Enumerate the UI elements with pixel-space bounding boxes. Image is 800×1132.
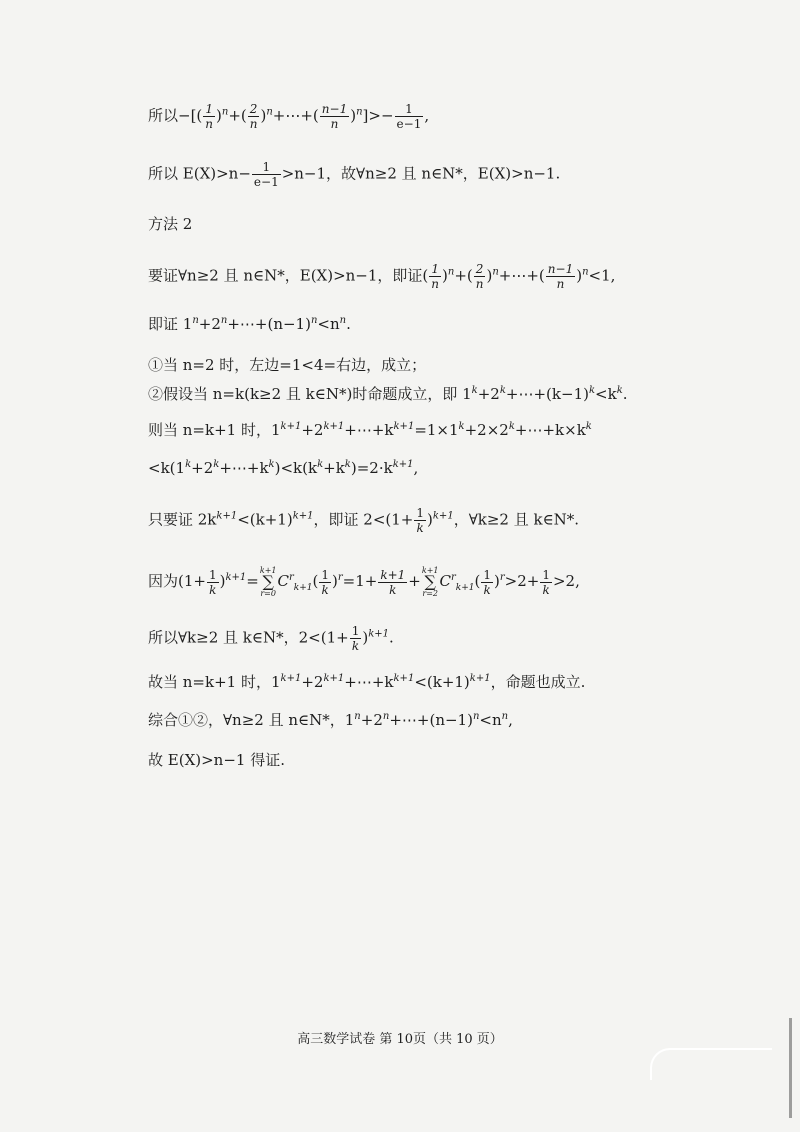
fraction: [252, 160, 281, 189]
sum-upper: k+1: [421, 566, 439, 575]
fraction-numerator: n−1: [547, 262, 574, 276]
fraction: [319, 568, 331, 597]
fraction: [429, 262, 441, 291]
text-run: .: [622, 385, 628, 403]
method-heading: 方法 2: [148, 215, 193, 233]
text-run: ): [216, 106, 222, 125]
fraction-numerator: 1: [203, 102, 215, 117]
proof-line-9: [148, 458, 418, 478]
text-run: +2×2: [464, 421, 509, 439]
subscript: k+1: [455, 583, 475, 593]
text-run: >2,: [552, 572, 580, 590]
fraction-numerator: 1: [542, 567, 550, 582]
text-run: <(k+1): [237, 510, 293, 529]
text-run: ,: [413, 459, 419, 477]
fraction: [395, 102, 424, 131]
proof-line-13: [148, 672, 585, 692]
text-run: <k: [595, 385, 617, 403]
exponent: n: [192, 315, 199, 326]
text-run: ): [442, 266, 448, 285]
exponent: n: [492, 266, 499, 278]
fraction: [474, 262, 486, 291]
exponent: k: [585, 421, 592, 432]
fraction-denominator: e−1: [396, 117, 422, 131]
fraction: [378, 568, 407, 597]
exponent: k+1: [392, 459, 414, 470]
exponent: n: [354, 711, 361, 722]
fraction-numerator: k+1: [380, 567, 406, 582]
text-run: <n: [317, 315, 340, 333]
exponent: k: [344, 459, 351, 470]
exponent: n: [220, 315, 228, 326]
summation: [422, 566, 439, 598]
exponent: n: [356, 106, 363, 118]
text-run: )<k(k: [274, 459, 318, 477]
text-run: 因为(1+: [148, 572, 206, 590]
exponent: n: [472, 711, 480, 722]
text-run: +⋯+(: [272, 106, 319, 125]
fraction-denominator: k: [351, 639, 360, 653]
exponent: n: [382, 711, 390, 722]
fraction-denominator: n: [205, 117, 214, 131]
exponent: k: [268, 459, 275, 470]
fraction-denominator: k: [483, 582, 491, 597]
text-run: +⋯+(: [498, 266, 545, 285]
exponent: k: [588, 385, 596, 396]
text-run: 即证 1: [148, 315, 193, 333]
text-run: +⋯+k: [219, 459, 269, 477]
exponent: n: [501, 711, 509, 722]
text-run: <(k+1): [414, 673, 470, 691]
text-run: +⋯+k: [344, 673, 394, 691]
text-run: +⋯+k×k: [514, 421, 586, 439]
proof-line-5: [148, 314, 351, 334]
text-run: ，命题也成立.: [490, 673, 586, 691]
text-run: =1×1: [414, 421, 459, 439]
exponent: k+1: [280, 421, 302, 432]
exponent: k: [471, 385, 478, 396]
text-run: ): [350, 106, 357, 125]
fraction-numerator: 1: [429, 262, 441, 277]
text-run: <1,: [588, 266, 616, 285]
proof-line-8: [148, 420, 592, 440]
text-run: +(: [454, 266, 473, 285]
exponent: k: [317, 459, 324, 470]
text-run: +⋯+(n−1): [389, 711, 473, 729]
text-run: .: [346, 315, 351, 333]
fraction-numerator: 1: [395, 102, 424, 117]
exponent: k+1: [393, 421, 415, 432]
scan-edge-curve: [650, 1048, 772, 1080]
fraction-numerator: 1: [483, 567, 492, 582]
exponent: k+1: [225, 572, 247, 583]
fraction-denominator: k: [389, 582, 397, 597]
text-run: +2: [301, 673, 324, 691]
exponent: k: [458, 421, 465, 432]
text-run: ): [576, 266, 583, 285]
fraction-numerator: 1: [351, 624, 360, 638]
exponent: k+1: [469, 673, 491, 684]
fraction-numerator: 1: [416, 506, 425, 520]
text-run: +: [408, 572, 421, 590]
text-run: ): [219, 572, 226, 590]
fraction: [320, 102, 349, 131]
exponent: n: [339, 315, 347, 326]
exponent: k: [616, 385, 623, 396]
text-run: ): [332, 572, 338, 590]
page-footer: 高三数学试卷 第 10页（共 10 页）: [297, 1032, 503, 1047]
combination: C: [277, 572, 289, 590]
text-run: +2: [301, 421, 324, 439]
exponent: k+1: [393, 673, 415, 684]
combination: C: [439, 572, 451, 590]
fraction-numerator: 1: [252, 160, 281, 175]
sum-lower: r=2: [422, 589, 438, 598]
text-run: +⋯+(n−1): [227, 315, 311, 333]
exponent: n: [310, 315, 318, 326]
exponent: r: [451, 572, 456, 583]
fraction: [540, 568, 552, 597]
text-run: ): [427, 510, 433, 529]
text-run: (: [474, 572, 481, 590]
exponent: k+1: [368, 628, 389, 640]
proof-line-2: [148, 160, 560, 189]
text-run: 则当 n=k+1 时，1: [148, 421, 281, 439]
text-run: >n−1，故∀n≥2 且 n∈N*，E(X)>n−1.: [281, 164, 561, 183]
text-run: =: [246, 572, 259, 590]
text-run: <k(1: [148, 459, 186, 477]
exponent: k+1: [292, 510, 314, 522]
exponent: k+1: [323, 673, 345, 684]
text-run: ,: [508, 711, 513, 729]
fraction-denominator: n: [249, 117, 258, 131]
text-run: +2: [198, 315, 221, 333]
fraction: [414, 506, 426, 535]
exponent: r: [499, 572, 505, 583]
scan-edge-shadow: [789, 1018, 792, 1118]
text-run: .: [389, 628, 394, 647]
text-run: 所以 E(X)>n−: [148, 164, 251, 183]
fraction: [203, 102, 215, 131]
text-run: (: [312, 572, 319, 590]
text-run: +2: [191, 459, 214, 477]
fraction-numerator: 2: [248, 102, 260, 117]
fraction: [350, 624, 362, 653]
text-run: +k: [323, 459, 345, 477]
proof-line-11: [148, 566, 580, 598]
proof-line-4: [148, 262, 615, 291]
text-run: +(: [228, 106, 247, 125]
text-run: 故当 n=k+1 时，1: [148, 673, 281, 691]
fraction-denominator: n: [556, 277, 565, 291]
text-run: ): [260, 106, 267, 125]
exponent: k+1: [323, 421, 345, 432]
sigma-symbol: ∑: [262, 572, 274, 591]
text-run: )=2·k: [350, 459, 393, 477]
text-run: ,: [424, 106, 430, 125]
fraction-denominator: k: [321, 582, 329, 597]
exponent: k: [213, 459, 220, 470]
exponent: k: [499, 385, 506, 396]
fraction-denominator: n: [431, 277, 440, 291]
text-run: +⋯+(k−1): [505, 385, 589, 403]
text-run: 综合①②，∀n≥2 且 n∈N*，1: [148, 711, 355, 729]
text-run: 要证∀n≥2 且 n∈N*，E(X)>n−1，即证(: [148, 266, 429, 285]
text-run: =1+: [342, 572, 378, 590]
exponent: k+1: [280, 673, 302, 684]
fraction: [481, 568, 493, 597]
proof-conclusion: 故 E(X)>n−1 得证.: [148, 751, 285, 769]
exponent: r: [337, 572, 343, 583]
text-run: 所以−[(: [148, 106, 203, 125]
subscript: k+1: [293, 583, 313, 593]
summation: [260, 566, 277, 598]
fraction-denominator: k: [542, 582, 550, 597]
exponent: k: [508, 421, 515, 432]
proof-line-10: [148, 506, 579, 535]
proof-line-12: [148, 624, 394, 653]
sum-lower: r=0: [260, 589, 276, 598]
text-run: ): [494, 572, 500, 590]
proof-line-14: [148, 710, 513, 730]
fraction-numerator: 1: [208, 567, 217, 582]
fraction-denominator: n: [475, 277, 484, 291]
exponent: n: [447, 266, 455, 278]
text-run: 所以∀k≥2 且 k∈N*，2<(1+: [148, 628, 349, 647]
text-run: <n: [479, 711, 502, 729]
text-run: ，∀k≥2 且 k∈N*.: [453, 510, 580, 529]
fraction: [546, 262, 575, 291]
text-run: ，即证 2<(1+: [313, 510, 414, 529]
text-run: +2: [477, 385, 500, 403]
text-run: +2: [360, 711, 383, 729]
exponent: r: [288, 572, 294, 583]
fraction-denominator: k: [209, 582, 217, 597]
fraction-numerator: 1: [321, 567, 329, 582]
proof-line-1: [148, 102, 429, 131]
sum-upper: k+1: [259, 566, 277, 575]
exponent: n: [266, 106, 273, 118]
exponent: n: [221, 106, 229, 118]
fraction-denominator: k: [416, 521, 424, 535]
fraction: [248, 102, 260, 131]
sigma-symbol: ∑: [424, 572, 436, 591]
proof-line-6: ①当 n=2 时，左边=1<4=右边，成立；: [148, 356, 427, 374]
fraction-denominator: n: [330, 117, 339, 131]
text-run: ): [362, 628, 369, 647]
text-run: >2+: [504, 572, 540, 590]
fraction: [207, 568, 219, 597]
fraction-denominator: e−1: [253, 175, 279, 189]
fraction-numerator: n−1: [321, 102, 348, 116]
exponent: k+1: [432, 510, 454, 522]
text-run: +⋯+k: [344, 421, 394, 439]
exponent: k: [185, 459, 192, 470]
proof-line-7: [148, 384, 628, 404]
text-run: 只要证 2k: [148, 510, 217, 529]
fraction-numerator: 2: [474, 262, 486, 277]
exponent: n: [582, 266, 589, 278]
text-run: ): [486, 266, 493, 285]
text-run: ②假设当 n=k(k≥2 且 k∈N*)时命题成立，即 1: [148, 385, 472, 403]
exponent: k+1: [216, 510, 238, 522]
text-run: ]>−: [362, 106, 394, 125]
